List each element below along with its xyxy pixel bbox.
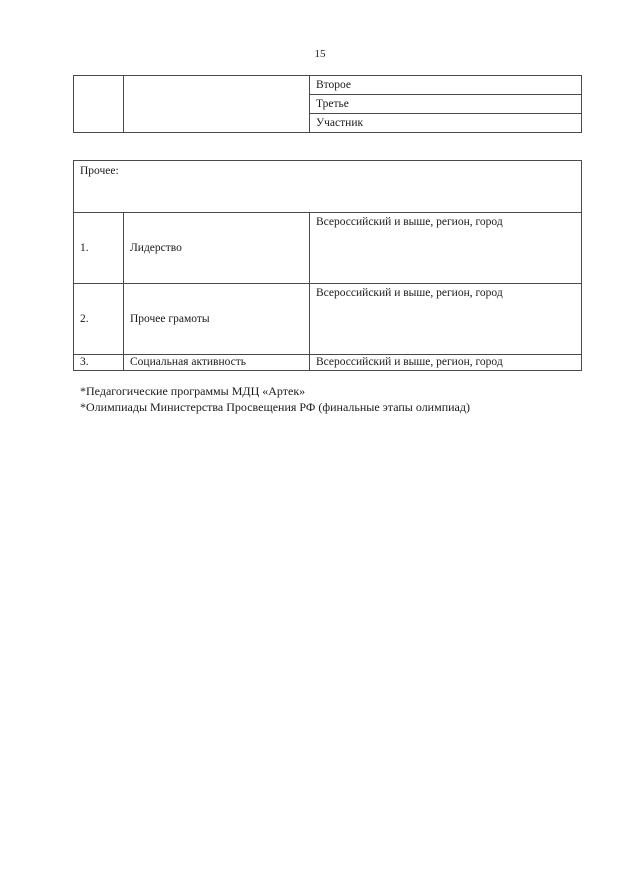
section-header-row bbox=[74, 161, 582, 213]
name-cell bbox=[124, 76, 310, 133]
number-cell bbox=[74, 76, 124, 133]
table-row bbox=[74, 284, 582, 355]
table-row bbox=[74, 213, 582, 284]
other-achievements-table bbox=[73, 160, 582, 371]
row-number: 2. bbox=[74, 284, 124, 355]
place-second: Второе bbox=[310, 76, 582, 95]
places-table-continuation bbox=[73, 75, 582, 133]
row-level: Всероссийский и выше, регион, город bbox=[310, 355, 582, 371]
footnote-artek: *Педагогические программы МДЦ «Артек» bbox=[80, 384, 306, 398]
row-number: 3. bbox=[74, 355, 124, 371]
place-participant: Участник bbox=[310, 114, 582, 133]
row-name: Социальная активность bbox=[124, 355, 310, 371]
row-level: Всероссийский и выше, регион, город bbox=[310, 213, 582, 284]
footnotes bbox=[80, 383, 600, 415]
page-number: 15 bbox=[314, 48, 326, 60]
table-row bbox=[74, 355, 582, 371]
place-third: Третье bbox=[310, 95, 582, 114]
row-name: Лидерство bbox=[124, 213, 310, 284]
row-name: Прочее грамоты bbox=[124, 284, 310, 355]
table-row bbox=[74, 76, 582, 95]
row-level: Всероссийский и выше, регион, город bbox=[310, 284, 582, 355]
row-number: 1. bbox=[74, 213, 124, 284]
section-header: Прочее: bbox=[74, 161, 582, 213]
footnote-olympiads: *Олимпиады Министерства Просвещения РФ (финальные этапы олимпиад) bbox=[80, 400, 470, 414]
